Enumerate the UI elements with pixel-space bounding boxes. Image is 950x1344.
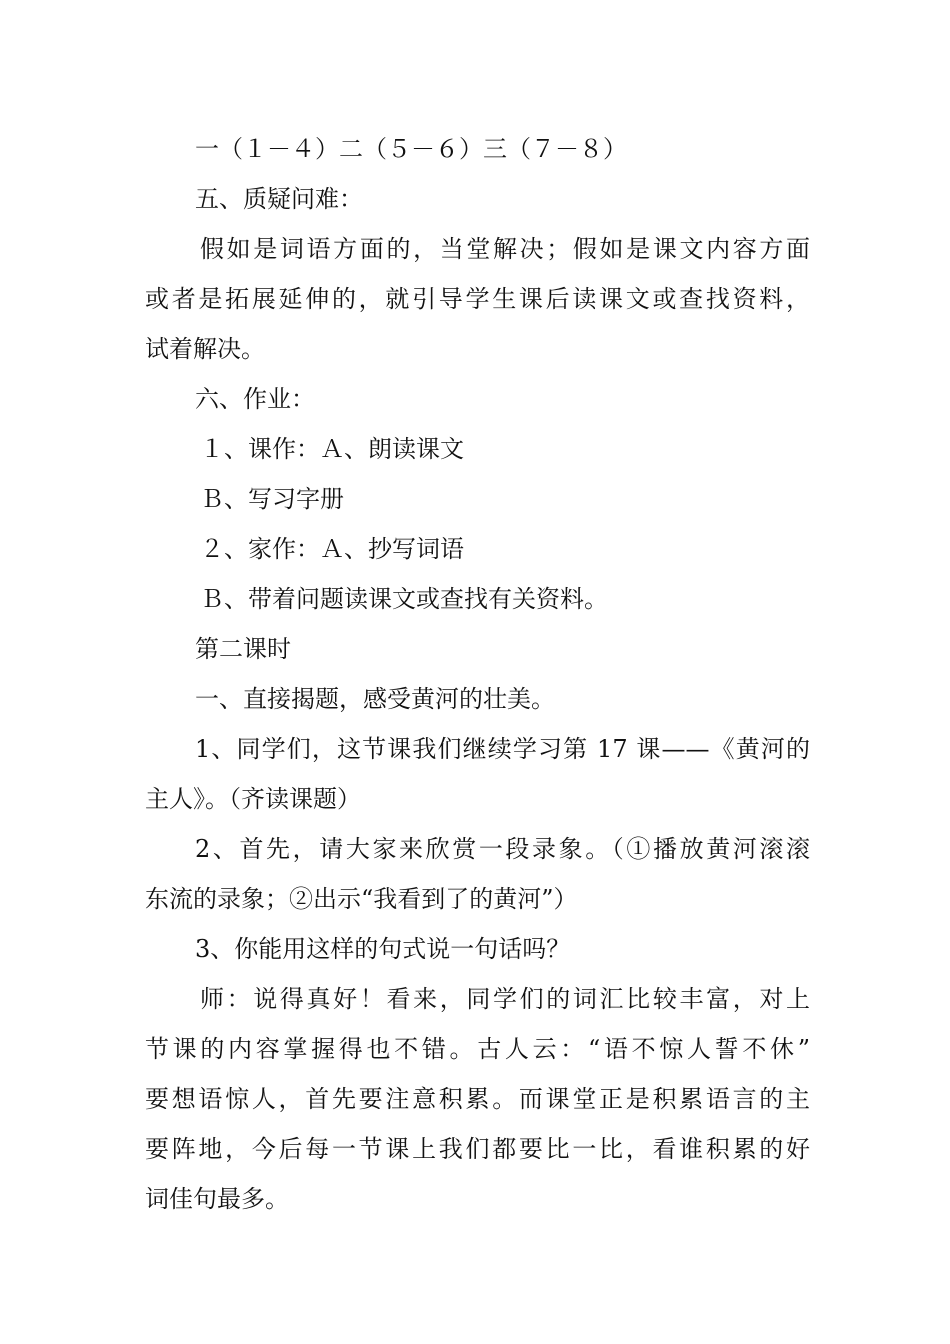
text-line: 东流的录象；②出示“我看到了的黄河”） [145,885,578,913]
text-line: 2、首先，请大家来欣赏一段录象。（①播放黄河滚滚 [195,835,810,863]
text-line: 试着解决。 [145,335,265,363]
heading-questions: 五、质疑问难： [195,185,363,213]
text-line-section-outline: 一（１－４）二（５－６）三（７－８） [195,135,627,163]
text-line: 1、同学们，这节课我们继续学习第 17 课——《黄河的 [195,735,810,763]
text-line: 要阵地，今后每一节课上我们都要比一比，看谁积累的好 [145,1135,810,1163]
list-item: ２、家作：Ａ、抄写词语 [200,535,464,563]
text-line: 要想语惊人，首先要注意积累。而课堂正是积累语言的主 [145,1085,810,1113]
list-item: １、课作：Ａ、朗读课文 [200,435,464,463]
text-line: 词佳句最多。 [145,1185,289,1213]
heading-step-one: 一、直接揭题，感受黄河的壮美。 [195,685,555,713]
document-body [145,124,810,1224]
text-line: 假如是词语方面的，当堂解决；假如是课文内容方面 [200,235,810,263]
list-item: Ｂ、写习字册 [200,485,344,513]
text-line: 或者是拓展延伸的，就引导学生课后读课文或查找资料， [145,285,810,313]
heading-homework: 六、作业： [195,385,315,413]
heading-second-lesson: 第二课时 [195,635,291,663]
text-line: 师：说得真好！看来，同学们的词汇比较丰富，对上 [200,985,810,1013]
text-line: 主人》。（齐读课题） [145,785,361,813]
text-line: 节课的内容掌握得也不错。古人云：“语不惊人誓不休” [145,1035,810,1063]
list-item: Ｂ、带着问题读课文或查找有关资料。 [200,585,608,613]
text-line: 3、你能用这样的句式说一句话吗？ [195,935,571,963]
